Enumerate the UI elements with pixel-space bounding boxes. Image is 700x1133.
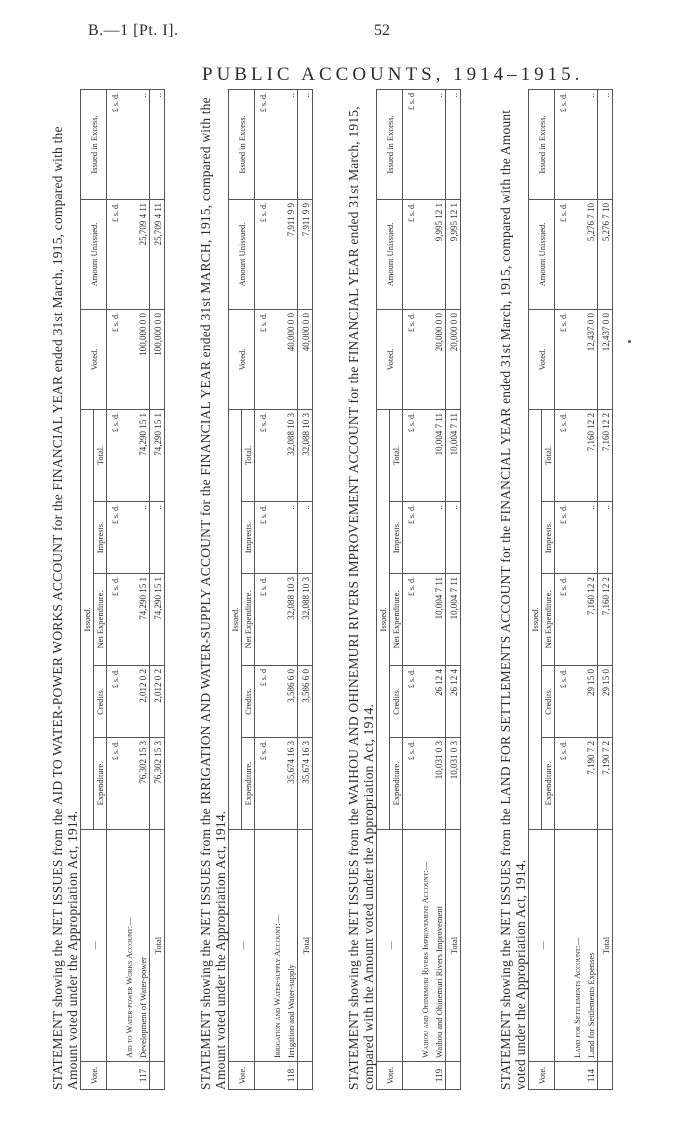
col-desc: —	[229, 830, 255, 1062]
col-credits: Credits.	[242, 666, 255, 738]
statement-2	[198, 90, 313, 1090]
col-expenditure: Expenditure.	[390, 738, 403, 830]
col-voted: Voted.	[377, 310, 403, 410]
col-unissued: Amount Unissued.	[81, 200, 107, 310]
col-desc: —	[529, 830, 555, 1062]
col-unissued: Amount Unissued.	[377, 200, 403, 310]
col-excess: Issued in Excess.	[229, 90, 255, 200]
col-issued: Issued.	[377, 410, 390, 830]
statement-title: STATEMENT showing the NET ISSUES from the WAIHOU AND OHINEMURI RIVERS IMPROVEMENT ACCOUNT for the FINANCIAL YEAR ended 31st March, 1915, compared with the Amount voted under the Appropriation Act, 1914.	[346, 106, 376, 1090]
units-row: £ s. d. £ s. d. £ s. d. £ s. d. £ s. d. £ s. d. £ s. d. £ s. d	[403, 90, 418, 1090]
col-excess: Issued in Excess.	[377, 90, 403, 200]
col-issued: Issued.	[529, 410, 542, 830]
col-expenditure: Expenditure.	[94, 738, 107, 830]
account-row: Land for Settlements Account:—	[569, 90, 583, 1090]
statement-title: STATEMENT showing the NET ISSUES from the LAND FOR SETTLEMENTS ACCOUNT for the FINANCIAL YEAR ended 31st March, 1915, compared with the Amount voted under the Appropriation Act, 1914.	[498, 109, 528, 1090]
col-net: Net Expenditure.	[94, 574, 107, 666]
statement-title: STATEMENT showing the NET ISSUES from the IRRIGATION AND WATER-SUPPLY ACCOUNT for the FINANCIAL YEAR ended 31st MARCH, 1915, compared with the Amount voted under the Appropriation Act, 1914.	[198, 97, 228, 1090]
col-expenditure: Expenditure.	[242, 738, 255, 830]
col-desc: —	[81, 830, 107, 1062]
statement-4	[498, 90, 613, 1090]
col-unissued: Amount Unissued.	[229, 200, 255, 310]
statement-table	[80, 89, 165, 1090]
col-credits: Credits.	[94, 666, 107, 738]
col-excess: Issued in Excess.	[529, 90, 555, 200]
col-issued: Issued.	[81, 410, 94, 830]
col-vote: Vote.	[81, 1062, 107, 1090]
col-total: Total.	[390, 410, 403, 502]
col-desc: —	[377, 830, 403, 1062]
total-row: Total 35,674 16 3 3,586 6 0 32,088 10 3 .. 32,088 10 3 40,000 0 0 7,911 9 9 ..	[298, 90, 313, 1090]
col-voted: Voted.	[81, 310, 107, 410]
units-row: £ s. d. £ s. d. £ s. d. £ s. d. £ s. d. £ s. d. £ s. d. £ s. d.	[555, 90, 570, 1090]
col-vote: Vote.	[229, 1062, 255, 1090]
col-imprests: Imprests.	[390, 502, 403, 574]
col-vote: Vote.	[529, 1062, 555, 1090]
table-row: 119 Waihou and Ohinemuri Rivers Improvement 10,031 0 3 26 12 4 10,004 7 11 .. 10,004 7 11 20,000 0 0 9,995 12 1 ..	[431, 90, 446, 1090]
col-voted: Voted.	[529, 310, 555, 410]
statement-1	[50, 90, 165, 1090]
account-row: Aid to Water-power Works Account:—	[121, 90, 135, 1090]
units-row: £ s. d. £ s. d. £ s. d. £ s. d. £ s. d. £ s. d. £ s. d. £ s. d.	[107, 90, 122, 1090]
total-row: Total 10,031 0 3 26 12 4 10,004 7 11 .. 10,004 7 11 20,000 0 0 9,995 12 1 ..	[446, 90, 461, 1090]
col-issued: Issued.	[229, 410, 242, 830]
col-expenditure: Expenditure.	[542, 738, 555, 830]
col-total: Total.	[542, 410, 555, 502]
col-total: Total.	[94, 410, 107, 502]
col-net: Net Expenditure.	[542, 574, 555, 666]
statement-table	[528, 89, 613, 1090]
col-credits: Credits.	[542, 666, 555, 738]
page-header-left: B.—1 [Pt. I].	[88, 22, 179, 39]
page-number: 52	[374, 22, 390, 39]
total-row: Total 7,190 7 2 29 15 0 7,160 12 2 .. 7,160 12 2 12,437 0 0 5,276 7 10 ..	[598, 90, 613, 1090]
col-imprests: Imprests.	[242, 502, 255, 574]
account-row: Irrigation and Water-supply Account:—	[269, 90, 283, 1090]
account-row: Waihou and Ohinemuri Rivers Improvement Account:—	[417, 90, 431, 1090]
statement-title: STATEMENT showing the NET ISSUES from the AID TO WATER-POWER WORKS ACCOUNT for the FINANCIAL YEAR ended 31st March, 1915, compared with the Amount voted under the Appropriation Act, 1914.	[50, 126, 80, 1090]
col-net: Net Expenditure.	[242, 574, 255, 666]
col-total: Total.	[242, 410, 255, 502]
page-title: PUBLIC ACCOUNTS, 1914–1915.	[202, 64, 584, 85]
col-excess: Issued in Excess.	[81, 90, 107, 200]
statement-table	[376, 89, 461, 1090]
statement-table	[228, 89, 313, 1090]
col-imprests: Imprests.	[94, 502, 107, 574]
statement-3	[346, 90, 461, 1090]
units-row: £ s. d. £ s. d £ s. d. £ s. d. £ s. d. £ s. d. £ s. d. £ s. d.	[255, 90, 270, 1090]
table-row: 114 Land for Settlements Expenses 7,190 7 2 29 15 0 7,160 12 2 .. 7,160 12 2 12,437 0 0 5,276 7 10 ..	[583, 90, 598, 1090]
col-credits: Credits.	[390, 666, 403, 738]
col-imprests: Imprests.	[542, 502, 555, 574]
table-row: 117 Development of Water-power 76,302 15 3 2,012 0 2 74,290 15 1 .. 74,290 15 1 100,000 0 0 25,709 4 11 ..	[135, 90, 150, 1090]
col-net: Net Expenditure.	[390, 574, 403, 666]
table-row: 118 Irrigation and Water-supply 35,674 16 3 3,586 6 0 32,088 10 3 .. 32,088 10 3 40,000 0 0 7,911 9 9 ..	[283, 90, 298, 1090]
col-vote: Vote.	[377, 1062, 403, 1090]
rotated-content	[50, 90, 650, 1090]
total-row: Total 76,302 15 3 2,012 0 2 74,290 15 1 .. 74,290 15 1 100,000 0 0 25,709 4 11 ..	[150, 90, 165, 1090]
col-voted: Voted.	[229, 310, 255, 410]
col-unissued: Amount Unissued.	[529, 200, 555, 310]
